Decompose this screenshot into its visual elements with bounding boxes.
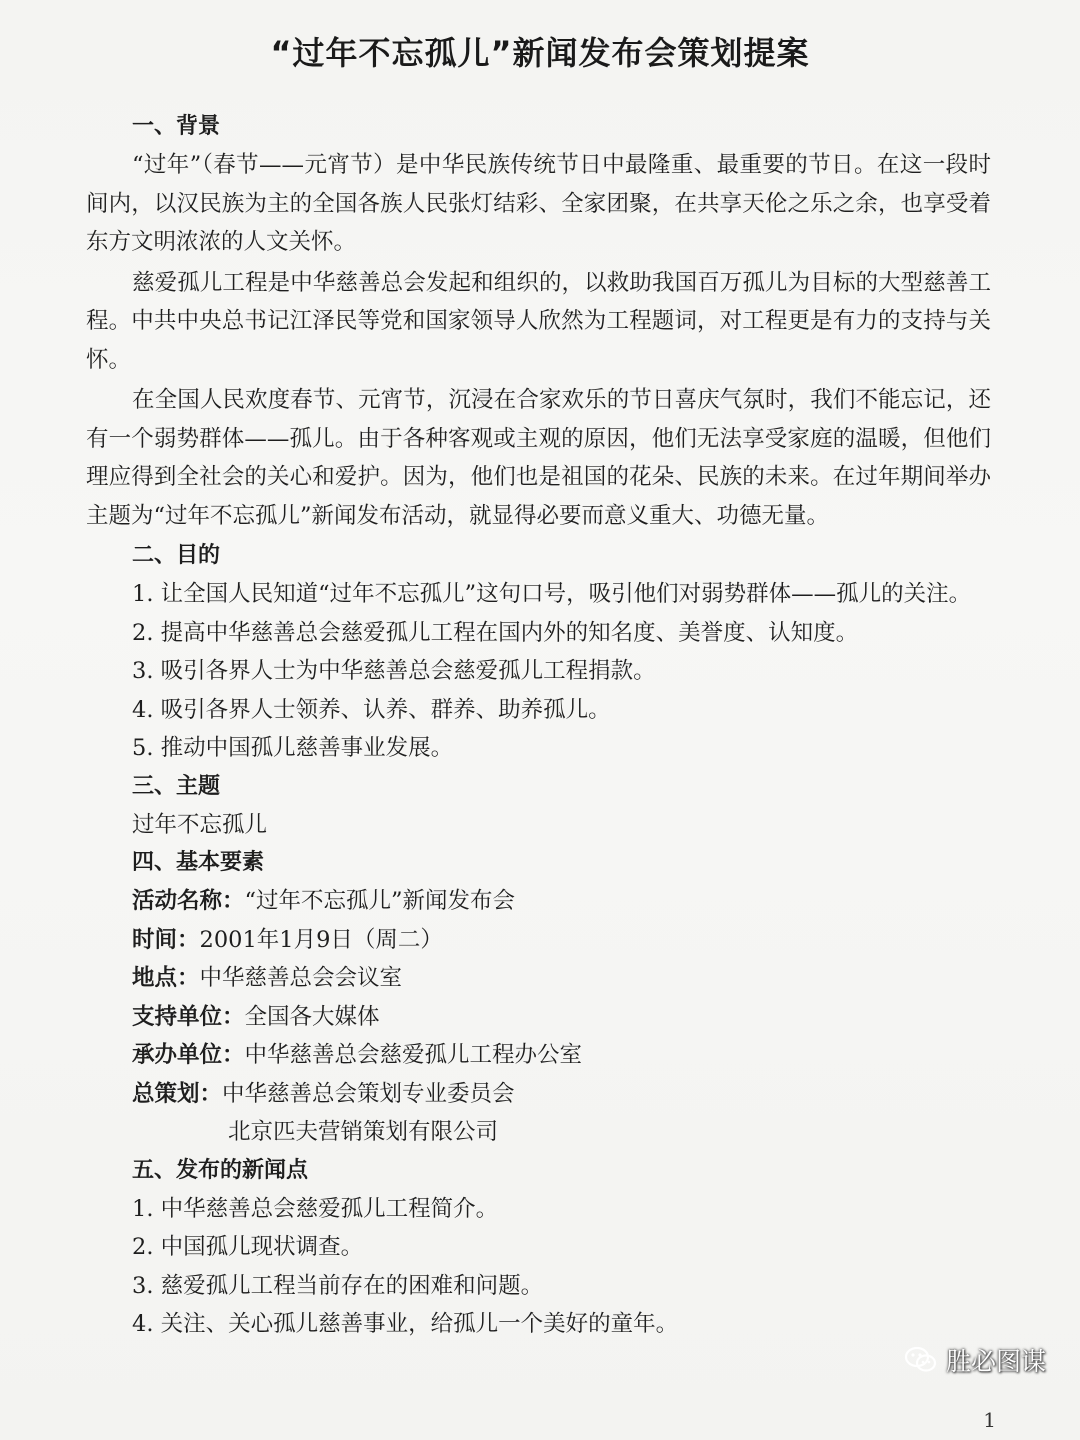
purpose-item-3: 3. 吸引各界人士为中华慈善总会慈爱孤儿工程捐款。 — [132, 658, 656, 684]
place-value: 中华慈善总会会议室 — [199, 965, 403, 991]
element-place — [86, 959, 991, 998]
activity-name-value: “过年不忘孤儿”新闻发布会 — [244, 888, 516, 914]
background-paragraph-1: “过年”（春节——元宵节）是中华民族传统节日中最隆重、最重要的节日。在这一段时间内，以汉民族为主的全国各族人民张灯结彩、全家团聚，在共享天伦之乐之余，也享受着东方文明浓浓的人文关怀。 — [86, 152, 991, 255]
support-label: 支持单位： — [132, 1003, 245, 1030]
planner-label: 总策划： — [132, 1080, 223, 1107]
section-heading-purpose: 二、目的 — [132, 543, 221, 568]
document-title: “过年不忘孤儿”新闻发布会策划提案 — [270, 34, 810, 72]
section-heading-news-points: 五、发布的新闻点 — [132, 1157, 309, 1183]
background-paragraph-3: 在全国人民欢度春节、元宵节，沉浸在合家欢乐的节日喜庆气氛时，我们不能忘记，还有一个弱势群体——孤儿。由于各种客观或主观的原因，他们无法享受家庭的温暖，但他们理应得到全社会的关心和爱护。因为，他们也是祖国的花朵、民族的未来。在过年期间举办主题为“过年不忘孤儿”新闻发布活动，就显得必要而意义重大、功德无量。 — [86, 387, 991, 529]
purpose-item-2: 2. 提高中华慈善总会慈爱孤儿工程在国内外的知名度、美誉度、认知度。 — [132, 619, 859, 646]
section-heading-theme: 三、主题 — [132, 773, 221, 799]
news-point-4: 4. 关注、关心孤儿慈善事业，给孤儿一个美好的童年。 — [132, 1311, 679, 1337]
planner-value-1: 中华慈善总会策划专业委员会 — [222, 1080, 515, 1107]
section-heading-elements: 四、基本要素 — [132, 850, 265, 875]
background-paragraph-2: 慈爱孤儿工程是中华慈善总会发起和组织的，以救助我国百万孤儿为目标的大型慈善工程。中共中央总书记江泽民等党和国家领导人欣然为工程题词，对工程更是有力的支持与关怀。 — [86, 269, 991, 373]
element-activity-name — [86, 882, 991, 921]
time-value: 2001年1月9日（周二） — [199, 926, 443, 953]
wechat-icon — [904, 1345, 938, 1375]
purpose-item-4: 4. 吸引各界人士领养、认养、群养、助养孤儿。 — [132, 696, 611, 723]
theme-text: 过年不忘孤儿 — [132, 811, 268, 838]
news-point-1: 1. 中华慈善总会慈爱孤儿工程简介。 — [132, 1195, 499, 1222]
place-label: 地点： — [132, 965, 200, 991]
support-value: 全国各大媒体 — [244, 1003, 380, 1030]
element-time — [86, 921, 991, 960]
watermark-text: 胜必图谋 — [945, 1347, 1046, 1376]
section-heading-background: 一、背景 — [132, 114, 221, 139]
watermark — [904, 1342, 1046, 1378]
element-organizer — [86, 1036, 991, 1075]
purpose-item-5: 5. 推动中国孤儿慈善事业发展。 — [132, 735, 454, 761]
activity-name-label: 活动名称： — [132, 888, 245, 914]
organizer-label: 承办单位： — [132, 1042, 245, 1068]
news-point-2: 2. 中国孤儿现状调查。 — [132, 1234, 364, 1260]
organizer-value: 中华慈善总会慈爱孤儿工程办公室 — [244, 1042, 583, 1068]
document-body — [86, 108, 991, 1344]
time-label: 时间： — [132, 926, 200, 953]
news-point-3: 3. 慈爱孤儿工程当前存在的困难和问题。 — [132, 1272, 544, 1299]
page-number: 1 — [983, 1408, 996, 1432]
element-planner — [86, 1075, 991, 1114]
purpose-item-1: 1. 让全国人民知道“过年不忘孤儿”这句口号，吸引他们对弱势群体——孤儿的关注。 — [132, 581, 972, 607]
element-support — [86, 998, 991, 1037]
planner-value-2: 北京匹夫营销策划有限公司 — [228, 1119, 499, 1145]
